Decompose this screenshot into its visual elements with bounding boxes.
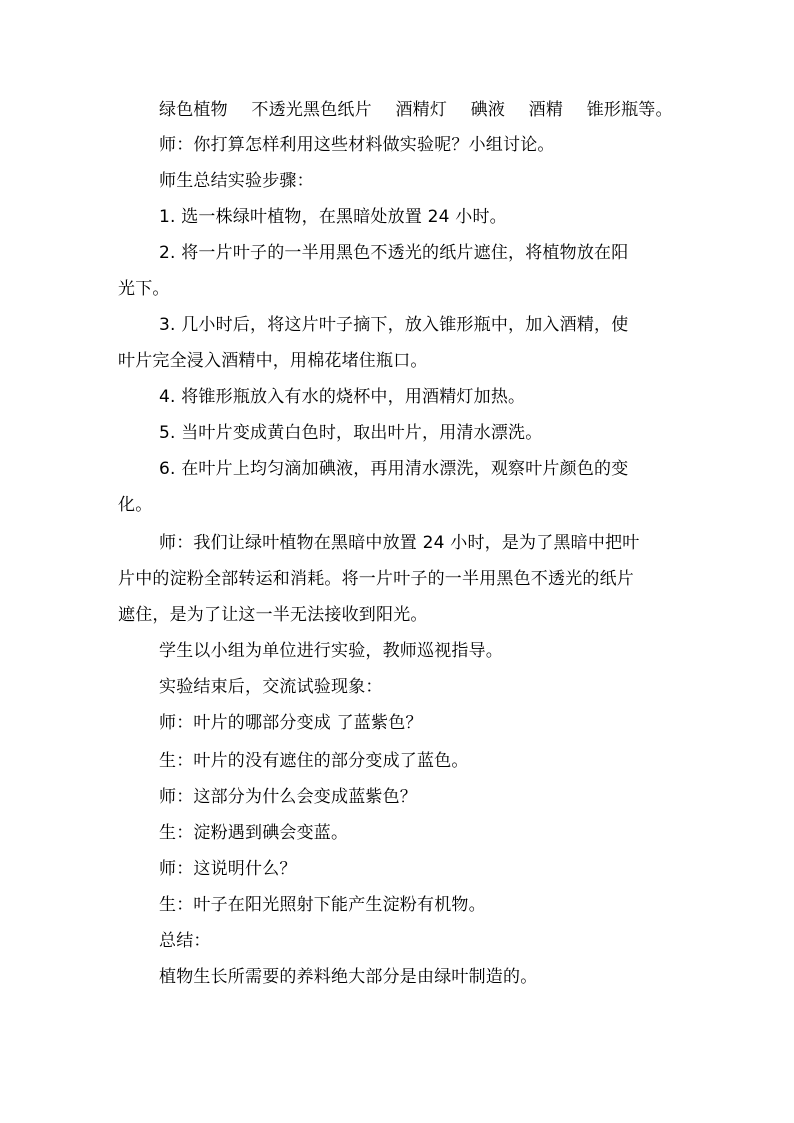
material-item: 碘液 — [470, 100, 506, 120]
material-item: 酒精 — [528, 100, 564, 120]
paragraph-line: 5. 当叶片变成黄白色时，取出叶片，用清水漂洗。 — [159, 423, 543, 443]
paragraph-line: 师：我们让绿叶植物在黑暗中放置 24 小时，是为了黑暗中把叶 — [159, 533, 640, 553]
material-item: 绿色植物 — [159, 100, 228, 120]
paragraph-line: 1. 选一株绿叶植物，在黑暗处放置 24 小时。 — [159, 207, 507, 227]
paragraph-line: 叶片完全浸入酒精中，用棉花堵住瓶口。 — [118, 351, 428, 371]
paragraph-line: 总结： — [159, 931, 211, 951]
paragraph-line: 生：叶片的没有遮住的部分变成了蓝色。 — [159, 751, 469, 771]
paragraph-line: 师：这说明什么？ — [159, 859, 297, 879]
paragraph-line: 6. 在叶片上均匀滴加碘液，再用清水漂洗，观察叶片颜色的变 — [159, 459, 629, 479]
paragraph-line: 3. 几小时后，将这片叶子摘下，放入锥形瓶中，加入酒精，使 — [159, 315, 629, 335]
paragraph-line: 师：你打算怎样利用这些材料做实验呢？小组讨论。 — [159, 135, 555, 155]
paragraph-line: 师：这部分为什么会变成蓝紫色？ — [159, 787, 417, 807]
paragraph-line: 实验结束后，交流试验现象： — [159, 677, 383, 697]
material-item: 酒精灯 — [395, 100, 448, 120]
paragraph-line: 生：叶子在阳光照射下能产生淀粉有机物。 — [159, 895, 486, 915]
paragraph-line: 遮住，是为了让这一半无法接收到阳光。 — [118, 605, 428, 625]
paragraph-line: 4. 将锥形瓶放入有水的烧杯中，用酒精灯加热。 — [159, 387, 526, 407]
paragraph-line: 化。 — [118, 495, 153, 515]
paragraph-line: 师生总结实验步骤： — [159, 171, 314, 191]
paragraph-line: 学生以小组为单位进行实验，教师巡视指导。 — [159, 641, 503, 661]
paragraph-line: 生：淀粉遇到碘会变蓝。 — [159, 823, 349, 843]
paragraph-line: 2. 将一片叶子的一半用黑色不透光的纸片遮住，将植物放在阳 — [159, 243, 629, 263]
materials-line — [159, 98, 673, 122]
paragraph-line: 植物生长所需要的养料绝大部分是由绿叶制造的。 — [159, 967, 538, 987]
paragraph-line: 片中的淀粉全部转运和消耗。将一片叶子的一半用黑色不透光的纸片 — [118, 569, 634, 589]
material-item: 锥形瓶等。 — [586, 100, 673, 120]
material-item: 不透光黑色纸片 — [251, 100, 372, 120]
paragraph-line: 光下。 — [118, 279, 170, 299]
paragraph-line: 师：叶片的哪部分变成 了蓝紫色？ — [159, 713, 423, 733]
